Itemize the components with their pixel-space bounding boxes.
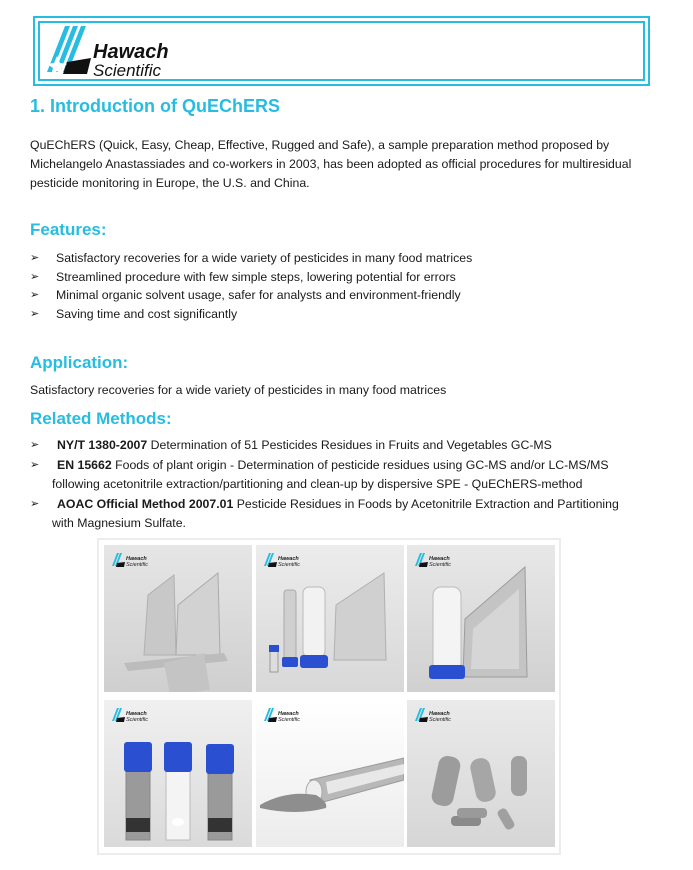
feature-item: ➢ Streamlined procedure with few simple steps, lowering potential for errors <box>30 268 472 287</box>
method-code: NY/T 1380-2007 <box>57 438 148 452</box>
logo-name: Hawach <box>93 41 169 63</box>
method-item <box>30 495 619 534</box>
arrow-bullet-icon: ➢ <box>30 307 40 320</box>
hawach-logo-icon <box>43 24 93 78</box>
arrow-bullet-icon: ➢ <box>30 497 40 510</box>
method-text: Foods of plant origin - Determination of pesticide residues using GC-MS and/or LC-MS/MS <box>111 457 609 472</box>
intro-line: QuEChERS (Quick, Easy, Cheap, Effective, Rugged and Safe), a sample preparation method proposed by <box>30 138 610 152</box>
method-item <box>30 436 619 456</box>
hawach-watermark-icon <box>111 553 125 567</box>
photo-sorbent-pieces <box>407 700 555 847</box>
watermark: Hawach Scientific <box>263 553 307 569</box>
method-code: AOAC Official Method 2007.01 <box>57 496 234 511</box>
intro-title: 1. Introduction of QuEChERS <box>30 96 280 116</box>
related-methods-title: Related Methods: <box>30 409 172 428</box>
method-text-continued: with Magnesium Sulfate. <box>52 516 186 530</box>
photo-vials <box>104 700 252 847</box>
logo-subtitle: Scientific <box>93 61 162 80</box>
hawach-watermark-icon <box>111 708 125 722</box>
watermark: Hawach Scientific <box>263 708 307 724</box>
arrow-bullet-icon: ➢ <box>30 458 40 471</box>
arrow-bullet-icon: ➢ <box>30 270 40 283</box>
method-text-continued: following acetonitrile extraction/partitioning and clean-up by dispersive SPE - QuEChERS-method <box>52 477 583 491</box>
method-text: Pesticide Residues in Foods by Acetonitrile Extraction and Partitioning <box>233 496 619 511</box>
hawach-logo <box>43 24 203 78</box>
watermark: Hawach Scientific <box>414 708 458 724</box>
intro-paragraph <box>30 136 631 193</box>
related-methods-list <box>30 436 619 534</box>
feature-item: ➢ Minimal organic solvent usage, safer for analysts and environment-friendly <box>30 286 472 305</box>
hawach-watermark-icon <box>263 553 277 567</box>
features-title: Features: <box>30 220 107 239</box>
hawach-watermark-icon <box>414 708 428 722</box>
method-code: EN 15662 <box>57 457 112 472</box>
method-text: Determination of 51 Pesticides Residues in Fruits and Vegetables GC-MS <box>147 438 552 452</box>
photo-centrifuge-tube-and-pouch <box>407 545 555 692</box>
hawach-watermark-icon <box>263 708 277 722</box>
watermark: Hawach Scientific <box>111 553 155 569</box>
photo-tubes-and-pouch <box>256 545 404 692</box>
photo-powder-tube <box>256 700 404 847</box>
watermark: Hawach Scientific <box>111 708 155 724</box>
feature-item: ➢ Satisfactory recoveries for a wide variety of pesticides in many food matrices <box>30 249 472 268</box>
application-title: Application: <box>30 353 129 372</box>
hawach-watermark-icon <box>414 553 428 567</box>
arrow-bullet-icon: ➢ <box>30 439 40 451</box>
arrow-bullet-icon: ➢ <box>30 252 40 264</box>
watermark: Hawach Scientific <box>414 553 458 569</box>
intro-line: pesticide monitoring in Europe, the U.S. and China. <box>30 176 310 190</box>
arrow-bullet-icon: ➢ <box>30 289 40 301</box>
header-banner <box>33 16 650 86</box>
features-list <box>30 249 472 323</box>
photo-foil-pouches <box>104 545 252 692</box>
product-photo-gallery <box>97 538 561 855</box>
method-item <box>30 456 619 495</box>
application-text: Satisfactory recoveries for a wide variety of pesticides in many food matrices <box>30 383 447 397</box>
feature-item: ➢ Saving time and cost significantly <box>30 305 472 324</box>
intro-line: Michelangelo Anastassiades and co-workers in 2003, has been adopted as official procedures for multiresidual <box>30 157 632 171</box>
